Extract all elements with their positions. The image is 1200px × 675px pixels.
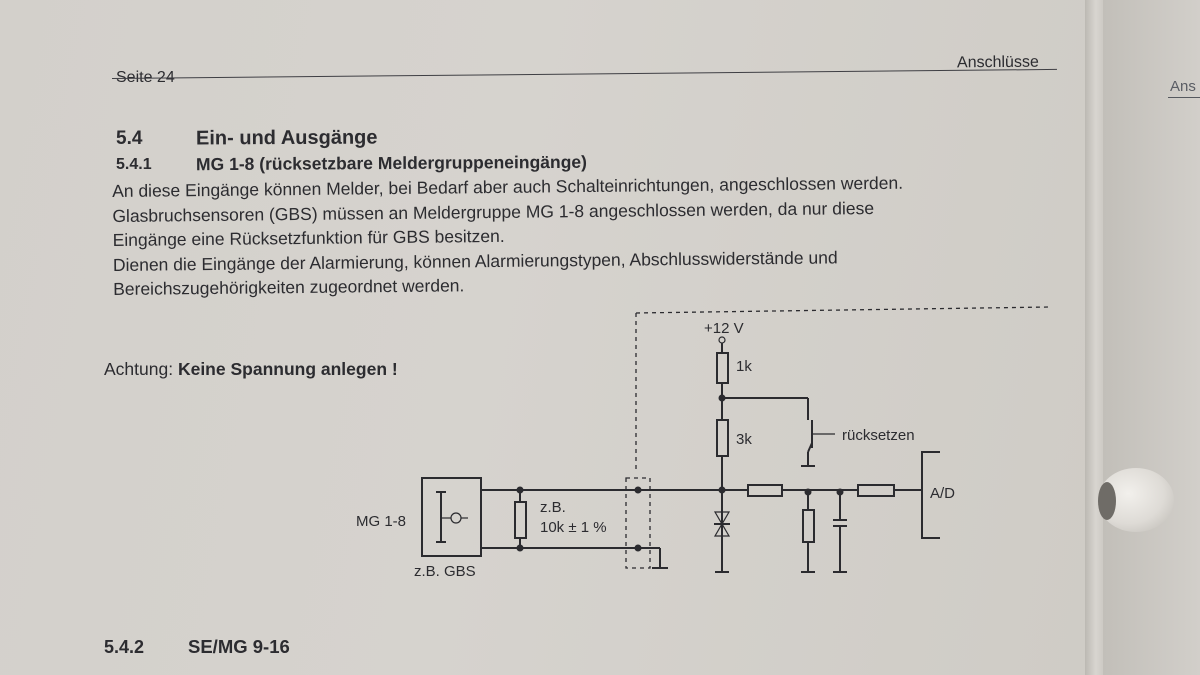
next-section-title: SE/MG 9-16 bbox=[188, 636, 290, 657]
circuit-frame-top bbox=[636, 307, 1050, 313]
warning-text: Keine Spannung anlegen ! bbox=[177, 359, 398, 379]
resistor-series-1 bbox=[748, 485, 782, 496]
chapter-title: Anschlüsse bbox=[956, 53, 1039, 72]
next-page-rule bbox=[1168, 97, 1200, 98]
terminal-contact bbox=[635, 487, 642, 494]
resistor-series-2 bbox=[858, 485, 894, 496]
resistor-3k bbox=[717, 420, 728, 456]
body-line: Eingänge eine Rücksetzfunktion für GBS besitzen. bbox=[112, 226, 505, 251]
body-line: Dienen die Eingänge der Alarmierung, können Alarmierungstypen, Abschlusswiderstände und bbox=[112, 247, 838, 275]
section-title: Ein- und Ausgänge bbox=[195, 126, 378, 150]
body-line: Glasbruchsensoren (GBS) müssen an Meldergruppe MG 1-8 angeschlossen werden, da nur diese bbox=[112, 197, 875, 226]
next-section-number: 5.4.2 bbox=[104, 637, 145, 657]
binder-ring-hole bbox=[1098, 482, 1116, 520]
r2-label: 3k bbox=[736, 431, 752, 448]
resistor-label-1: z.B. bbox=[540, 499, 566, 516]
body-line: An diese Eingänge können Melder, bei Bedarf aber auch Schalteinrichtungen, angeschlossen werden. bbox=[112, 172, 904, 201]
body-line: Bereichszugehörigkeiten zugeordnet werden. bbox=[113, 275, 465, 300]
supply-label: +12 V bbox=[704, 320, 744, 337]
warning-prefix: Achtung: bbox=[104, 359, 174, 379]
r1-label: 1k bbox=[736, 358, 752, 375]
terminal-contact bbox=[635, 545, 642, 552]
resistor-10k bbox=[515, 502, 526, 538]
subsection-title: MG 1-8 (rücksetzbare Meldergruppeneingänge) bbox=[195, 151, 587, 175]
next-page-header: Ans bbox=[1170, 78, 1196, 95]
sensor-contact bbox=[451, 513, 461, 523]
input-label: MG 1-8 bbox=[356, 513, 407, 530]
resistor-to-ground bbox=[803, 510, 814, 542]
page-label: Seite 24 bbox=[116, 69, 175, 86]
adc-label: A/D bbox=[930, 485, 956, 502]
resistor-label-2: 10k ± 1 % bbox=[540, 519, 607, 536]
resistor-1k bbox=[717, 353, 728, 383]
next-page bbox=[1103, 0, 1200, 675]
reset-label: rücksetzen bbox=[842, 427, 915, 444]
subsection-number: 5.4.1 bbox=[116, 156, 152, 173]
section-number: 5.4 bbox=[116, 128, 143, 149]
supply-terminal bbox=[719, 337, 725, 343]
sensor-label: z.B. GBS bbox=[414, 563, 476, 580]
